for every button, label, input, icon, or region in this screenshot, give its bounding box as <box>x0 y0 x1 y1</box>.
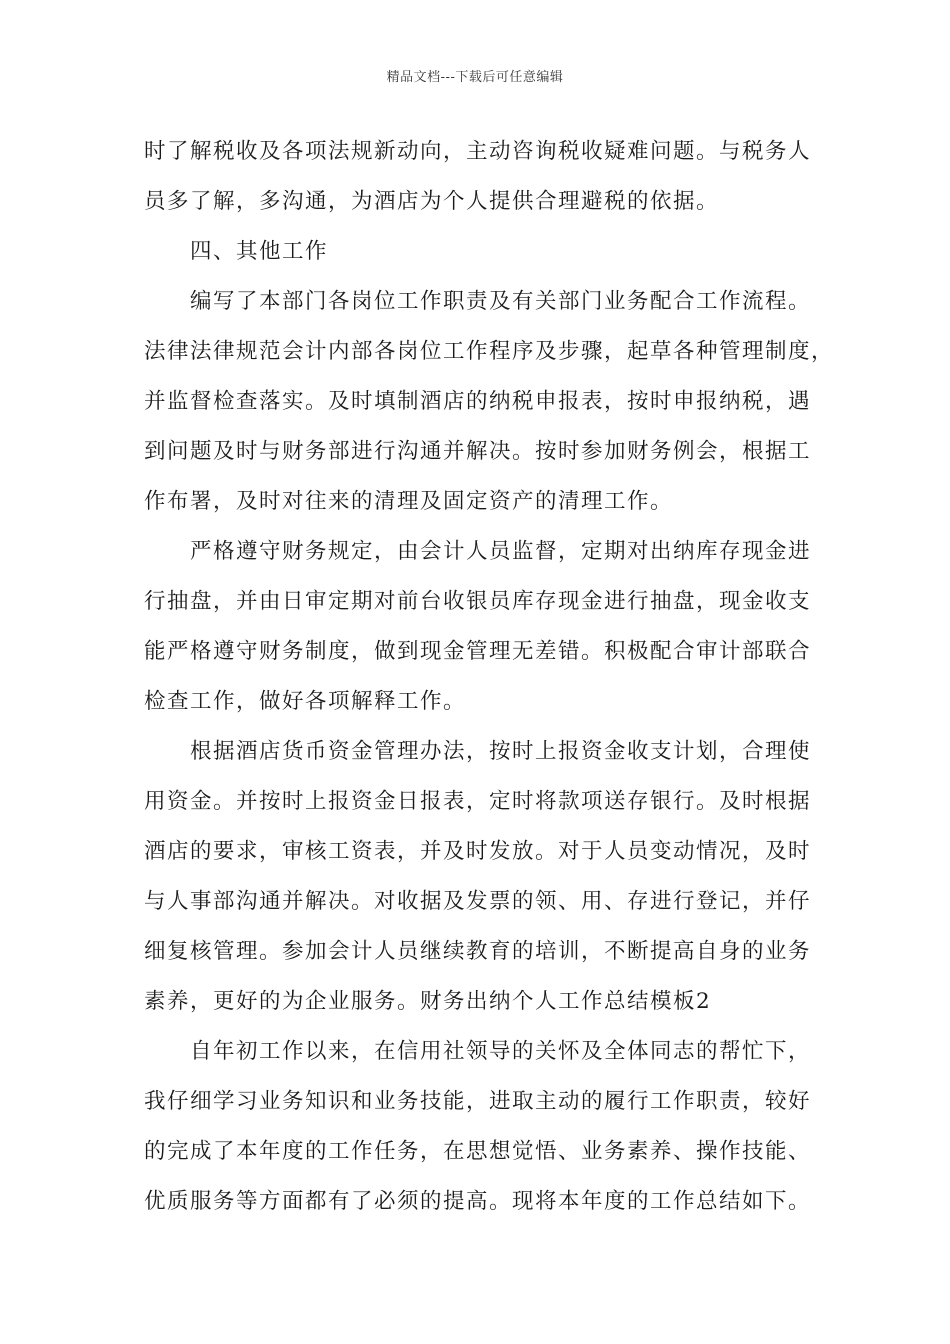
text-line: 检查工作，做好各项解释工作。 <box>144 689 467 714</box>
section-heading: 四、其他工作 <box>190 239 329 264</box>
text-line: 我仔细学习业务知识和业务技能，进取主动的履行工作职责，较好 <box>144 1089 812 1114</box>
text-line: 素养，更好的为企业服务。财务出纳个人工作总结模板2 <box>144 989 712 1014</box>
paragraph-first-line: 严格遵守财务规定，由会计人员监督，定期对出纳库存现金进 <box>190 539 812 564</box>
text-line: 法律法律规范会计内部各岗位工作程序及步骤，起草各种管理制度， <box>144 339 835 364</box>
text-line: 到问题及时与财务部进行沟通并解决。按时参加财务例会，根据工 <box>144 439 812 464</box>
text-line: 并监督检查落实。及时填制酒店的纳税申报表，按时申报纳税，遇 <box>144 389 812 414</box>
page-header: 精品文档---下载后可任意编辑 <box>386 70 564 85</box>
text-line: 用资金。并按时上报资金日报表，定时将款项送存银行。及时根据 <box>144 789 812 814</box>
text-line: 的完成了本年度的工作任务，在思想觉悟、业务素养、操作技能、 <box>144 1139 812 1164</box>
paragraph-first-line: 编写了本部门各岗位工作职责及有关部门业务配合工作流程。 <box>190 289 812 314</box>
paragraph-first-line: 根据酒店货币资金管理办法，按时上报资金收支计划，合理使 <box>190 739 812 764</box>
text-line: 优质服务等方面都有了必须的提高。现将本年度的工作总结如下。 <box>144 1189 812 1214</box>
text-line: 与人事部沟通并解决。对收据及发票的领、用、存进行登记，并仔 <box>144 889 812 914</box>
text-line: 时了解税收及各项法规新动向，主动咨询税收疑难问题。与税务人 <box>144 139 812 164</box>
text-line: 细复核管理。参加会计人员继续教育的培训，不断提高自身的业务 <box>144 939 812 964</box>
text-line: 能严格遵守财务制度，做到现金管理无差错。积极配合审计部联合 <box>144 639 812 664</box>
text-line: 员多了解，多沟通，为酒店为个人提供合理避税的依据。 <box>144 189 720 214</box>
paragraph-first-line: 自年初工作以来，在信用社领导的关怀及全体同志的帮忙下， <box>190 1039 812 1064</box>
text-line: 酒店的要求，审核工资表，并及时发放。对于人员变动情况，及时 <box>144 839 812 864</box>
text-line: 行抽盘，并由日审定期对前台收银员库存现金进行抽盘，现金收支 <box>144 589 812 614</box>
text-line: 作布署，及时对往来的清理及固定资产的清理工作。 <box>144 489 674 514</box>
